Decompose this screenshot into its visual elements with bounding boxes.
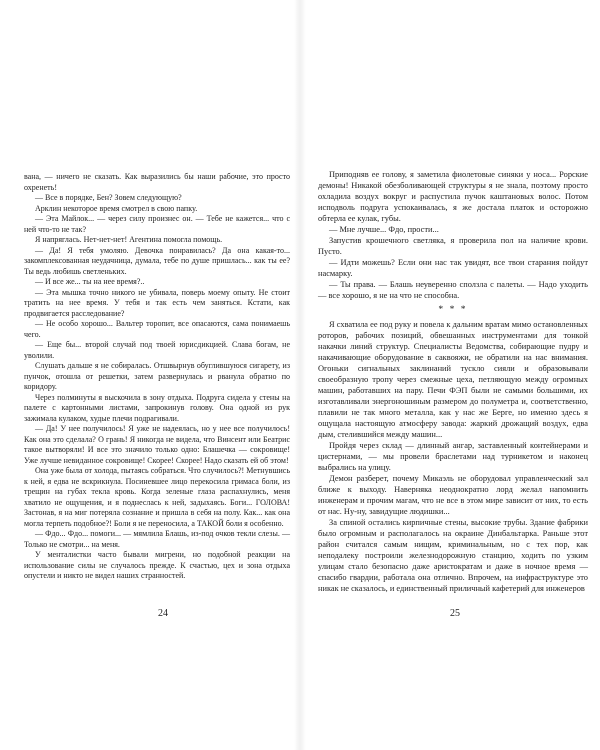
right-page-text xyxy=(318,169,588,594)
paragraph: — Мне лучше... Фдо, прости... xyxy=(329,225,439,234)
paragraph: У менталистки часто бывали мигрени, но подобной реакции на использование силы не случалось прежде. К счастью, цех и зона отдыха опустели и никто не видел наших странностей. xyxy=(24,550,290,580)
paragraph: — Не особо хорошо... Вальтер торопит, все опасаются, сама понимаешь чего. xyxy=(24,319,290,339)
paragraph: вана, — ничего не сказать. Как выразились бы наши рабочие, это просто охренеть! xyxy=(24,172,290,192)
paragraph: — Идти можешь? Если они нас так увидят, все твои старания пойдут насмарку. xyxy=(318,258,588,278)
right-page xyxy=(300,0,600,750)
paragraph: — И все же... ты на нее время?.. xyxy=(35,277,145,286)
paragraph: — Фдо... Фдо... помоги... — мямлила Блашь, из-под очков текли слезы. — Только не смотри... на меня. xyxy=(24,529,290,549)
paragraph: — Эта Майлок... — через силу произнес он. — Тебе не кажется... что с ней что-то не так? xyxy=(24,214,290,234)
paragraph: — Еще бы... второй случай под твоей юрисдикцией. Слава богам, не уволили. xyxy=(24,340,290,360)
paragraph: Арклин некоторое время смотрел в свою папку. xyxy=(35,203,198,213)
paragraph: — Ты права. — Блашь неуверенно сползла с палеты. — Надо уходить — все хорошо, я не на что не способна. xyxy=(318,280,588,300)
paragraph: Слушать дальше я не собиралась. Отшвырнув обуглившуюся сигарету, из пунчок, отошла от решетки, затем развернулась и рванула обратно по коридору. xyxy=(24,361,290,391)
paragraph: Она уже была от холода, пытаясь собраться. Что случилось?! Метнувшись к ней, я едва не вскрикнула. Посиневшее лицо перекосила гримаса боли, из трещин на губах текла кровь. Когда зеленые глаза распахнулись, меня хватило не ощущения, и я поднеслась к ней, задыхаясь. Боги... ГОЛОВА! Застонав, я на миг потеряла сознание и пришла в себя на полу. Как... как она могла терпеть подобное?! Боли я не переносила, а ТАКОЙ боли я особенно. xyxy=(24,466,290,528)
section-separator: * * * xyxy=(438,304,468,315)
paragraph: Запустив крошечного светляка, я проверила пол на наличие крови. Пусто. xyxy=(318,236,588,256)
paragraph: — Да! Я тебя умоляю. Девочка понравилась? Да она какая-то... закомплексованная неудачница, думала, тебе по душе пришлась... как ты ее? Ты ведь любишь светленьких. xyxy=(24,245,290,276)
right-paragraphs-before xyxy=(318,169,588,301)
paragraph: Приподняв ее голову, я заметила фиолетовые синяки у носа... Рорские демоны! Никакой обезболивающей структуры я не знала, поэтому просто охладила воздух вокруг и распустила пучок каштановых волос. Потом исподволь подруга успокаивалась, я же достала платок и осторожно обтерла ее кулак, губы. xyxy=(318,170,588,223)
paragraph: Я схватила ее под руку и повела к дальним вратам мимо остановленных роторов, рабочих позиций, обвешанных инструментами для тонкой накачки линий структур. Специалисты Ведомства, собирающие пудру и накачивающие оборудование в саквояжи, не обратили на нас внимания. Огоньки сигнальных заклинаний тускло сияли и образовывали своеобразную тропу через смежные цеха, петляющую между огромных машин, работавших на пару. Печи ФЭП были не самыми большими, их изготавливали энергоношиным размером до полуметра и, соответственно, плавили не так много металла, как у нас же Берге, но именно здесь я ощущала настоящую атмосферу завода: жаркий дрожащий воздух, едва дым, стелившийся между машин... xyxy=(318,320,588,439)
paragraph: Демон разберет, почему Микаэль не оборудовал управленческий зал ближе к выходу. Наверняка неоднократно лорд желал напомнить инженерам и прочим магам, что не все в этом мире зависит от них, то есть от нас. Ну-ну, завидущие людишки... xyxy=(318,474,588,516)
right-page-number: 25 xyxy=(450,608,460,619)
right-paragraphs-after xyxy=(318,319,588,594)
paragraph: — Эта мышка точно никого не убивала, поверь моему опыту. Не стоит тратить на нее время. У тебя и так есть чем заняться. Кстати, как продвигается расследование? xyxy=(24,287,290,318)
paragraph: Я напряглась. Нет-нет-нет! Агентина помогла помощь. xyxy=(35,235,223,244)
paragraph: — Все в порядке, Бен? Зовем следующую? xyxy=(35,193,182,202)
paragraph: Пройдя через склад — длинный ангар, заставленный контейнерами и цистернами, — мы провели браслетами над турникетом и наконец выбрались на улицу. xyxy=(318,441,588,472)
paragraph: Через полминуты я выскочила в зону отдыха. Подруга сидела у стены на палете с картонными листами, запрокинув голову. Она одной из рук зажимала кулаком, худые плечи подрагивали. xyxy=(24,392,290,423)
left-page-text xyxy=(24,172,290,582)
paragraph: — Да! У нее получилось! Я уже не надеялась, но у нее все получилось! Как она это сделала? О грань! Я никогда не видела, что Винсент или Беатрис такое вытворяли! И все это значило только одно: Блашечка — сокровище! Уже лучше невиданное сокровище! Скорее! Скорее! Надо сказать ей об этом! xyxy=(24,424,290,465)
paragraph: За спиной остались кирпичные стены, высокие трубы. Здание фабрики было огромным и располагалось на окраине Динбальтарка. Раньше этот район считался самым нищим, криминальным, но с тех пор, как неподалеку построили железнодорожную станцию, ходить по узким улицам стало безопасно даже аристократам и даже в ночное время — спасибо гвардии, работала она отлично. Впрочем, на инфраструктуре это никак не сказалось, и единственный приличный кафетерий для инженеров xyxy=(318,518,588,593)
left-page-number: 24 xyxy=(158,608,168,619)
